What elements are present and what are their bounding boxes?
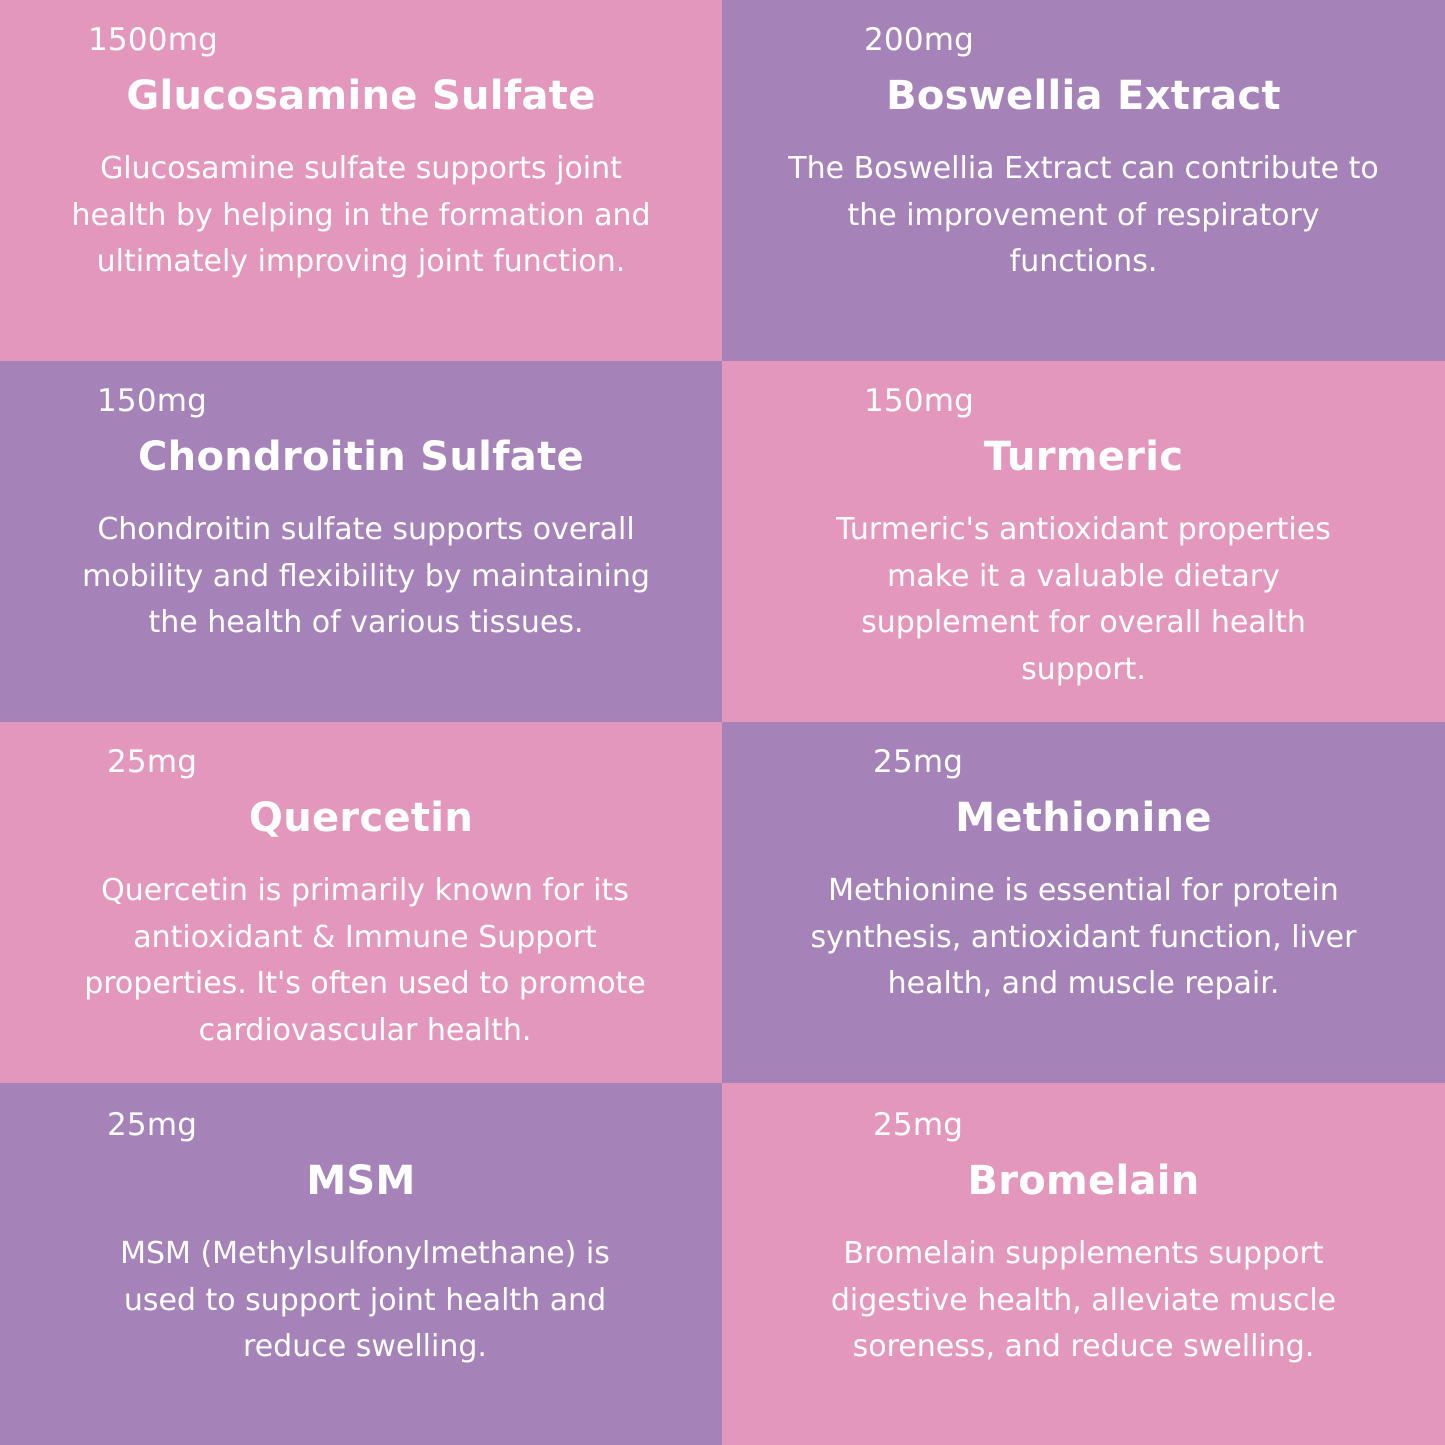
ingredient-dose: 1500mg [88, 22, 218, 58]
ingredient-card-chondroitin [0, 361, 722, 722]
ingredient-description: Glucosamine sulfate supports joint health by helping in the formation and ultimately improving joint function. [71, 151, 651, 279]
ingredient-description: The Boswellia Extract can contribute to the improvement of respiratory functions. [788, 151, 1379, 279]
ingredient-dose: 150mg [97, 383, 208, 419]
ingredient-dose: 200mg [864, 22, 975, 58]
ingredient-description: MSM (Methylsulfonylmethane) is used to support joint health and reduce swelling. [120, 1236, 610, 1364]
ingredient-description: Methionine is essential for protein synthesis, antioxidant function, liver health, and muscle repair. [810, 873, 1357, 1001]
ingredient-card-quercetin [0, 722, 722, 1083]
ingredient-card-glucosamine [0, 0, 722, 361]
ingredient-dose: 25mg [873, 744, 964, 780]
ingredient-name: Bromelain [967, 1158, 1200, 1204]
ingredient-card-bromelain [722, 1083, 1445, 1445]
ingredient-card-turmeric [722, 361, 1445, 722]
ingredient-card-msm [0, 1083, 722, 1445]
ingredient-description: Turmeric's antioxidant properties make it a valuable dietary supplement for overall health support. [836, 512, 1331, 687]
ingredient-description: Chondroitin sulfate supports overall mobility and flexibility by maintaining the health of various tissues. [82, 512, 650, 640]
ingredient-name: Turmeric [983, 434, 1184, 480]
ingredient-description: Bromelain supplements support digestive health, alleviate muscle soreness, and reduce swelling. [830, 1236, 1337, 1364]
ingredient-name: Chondroitin Sulfate [138, 434, 584, 480]
ingredient-name: MSM [306, 1158, 416, 1204]
ingredient-card-methionine [722, 722, 1445, 1083]
ingredient-name: Boswellia Extract [886, 73, 1281, 119]
ingredient-dose: 25mg [107, 744, 198, 780]
ingredient-name: Glucosamine Sulfate [126, 73, 596, 119]
ingredient-dose: 25mg [873, 1107, 964, 1143]
ingredient-name: Quercetin [248, 795, 474, 841]
ingredient-description: Quercetin is primarily known for its antioxidant & Immune Support properties. It's often used to promote cardiovascular health. [84, 873, 646, 1048]
ingredient-card-boswellia [722, 0, 1445, 361]
ingredient-dose: 150mg [864, 383, 975, 419]
ingredient-dose: 25mg [107, 1107, 198, 1143]
ingredient-name: Methionine [955, 795, 1212, 841]
